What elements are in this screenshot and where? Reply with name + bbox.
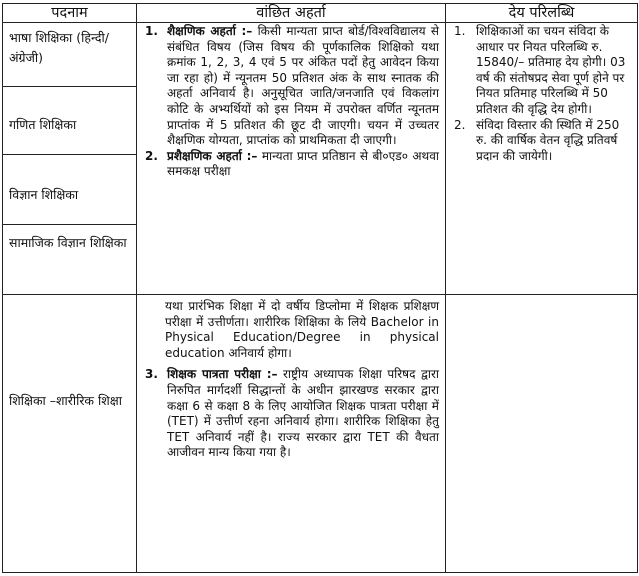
item-title: शैक्षणिक अहर्ता :– — [167, 24, 253, 38]
item-number: 1. — [454, 24, 466, 38]
post-social-science-teacher: सामाजिक विज्ञान शिक्षिका — [3, 225, 137, 295]
header-row — [3, 4, 638, 23]
remuneration-item — [452, 24, 631, 118]
item-text: शिक्षिकाओं का चयन संविदा के आधार पर नियत परिलब्धि रु. 15840/– प्रतिमाह देय होगी। 03 वर्ष की संतोषप्रद सेवा पूर्ण होने पर नियत प्रतिमाह परिलब्धि में 50 प्रतिशत की वृद्धि देय होगी। — [476, 24, 626, 116]
remuneration-item — [452, 118, 631, 165]
item-number: 2. — [454, 117, 466, 132]
academic-qualification — [143, 24, 439, 149]
item-number: 3. — [145, 367, 158, 382]
table-row — [3, 23, 638, 87]
item-number: 1. — [145, 24, 158, 38]
item-text: राष्ट्रीय अध्यापक शिक्षा परिषद द्वारा निरुपित मार्गदर्शी सिद्धान्तों के अधीन झारखण्ड सरकार द्वारा कक्षा 6 से कक्षा 8 के लिए आयोजित शिक्षक पात्रता परीक्षा में (TET) में उत्तीर्ण रहना अनिवार्य होगा। शारीरिक शिक्षिका हेतु TET अनिवार्य नहीं है। राज्य सरकार द्वारा TET की वैधता आजीवन मान्य किया गया है। — [167, 367, 439, 460]
qualification-cell — [137, 23, 446, 295]
header-remuneration: देय परिलब्धि — [446, 4, 638, 23]
continuation-text: यथा प्रारंभिक शिक्षा में दो वर्षीय डिप्लोमा में शिक्षक प्रशिक्षण परीक्षा में उत्तीर्णता। शारीरिक शिक्षिका के लिये Bachelor in Physical Education/Degree in physical education अनिवार्य होगा। — [165, 299, 439, 360]
table-row — [3, 295, 638, 573]
header-post: पदनाम — [3, 4, 137, 23]
eligibility-table — [2, 3, 638, 573]
item-title: शिक्षक पात्रता परीक्षा :– — [167, 367, 278, 382]
header-qualification: वांछित अहर्ता — [137, 4, 446, 23]
post-language-teacher: भाषा शिक्षिका (हिन्दी/अंग्रेजी) — [3, 23, 137, 87]
item-text: संविदा विस्तार की स्थिति में 250 रु. की वार्षिक वेतन वृद्धि प्रतिवर्ष प्रदान की जायेगी। — [476, 117, 620, 163]
item-text: मान्यता प्राप्त प्रतिष्ठान से बी०एड० अथवा समकक्ष परीक्षा — [167, 148, 439, 179]
item-title: प्रशैक्षणिक अहर्ता :– — [167, 148, 258, 163]
professional-qualification — [143, 149, 439, 180]
post-science-teacher: विज्ञान शिक्षिका — [3, 155, 137, 225]
post-math-teacher: गणित शिक्षिका — [3, 87, 137, 155]
post-physical-education-teacher: शिक्षिका –शारीरिक शिक्षा — [3, 295, 137, 573]
item-text: किसी मान्यता प्राप्त बोर्ड/विश्वविद्यालय से संबंधित विषय (जिस विषय की पूर्णकालिक शिक्षिको यथा क्रमांक 1, 2, 3, 4 एवं 5 पर अंकित पदों हेतु आवेदन किया जा रहा हो) में न्यूनतम 50 प्रतिशत अंक के साथ स्नातक की अहर्ता अनिवार्य है। अनुसूचित जाति/जनजाति एवं विकलांग कोटि के अभ्यर्थियों को इस नियम में उपरोक्त वर्णित न्यूनतम प्राप्तांक में 5 प्रतिशत की छूट दी जाएगी। चयन में उच्चतर शैक्षणिक योग्यता, प्राप्तांक को प्राथमिकता दी जाएगी। — [167, 24, 439, 148]
teacher-eligibility-test — [143, 367, 439, 461]
remuneration-cell — [446, 23, 638, 295]
empty-remuneration-cell — [446, 295, 638, 573]
qualification-continuation-cell — [137, 295, 446, 573]
item-number: 2. — [145, 148, 158, 163]
